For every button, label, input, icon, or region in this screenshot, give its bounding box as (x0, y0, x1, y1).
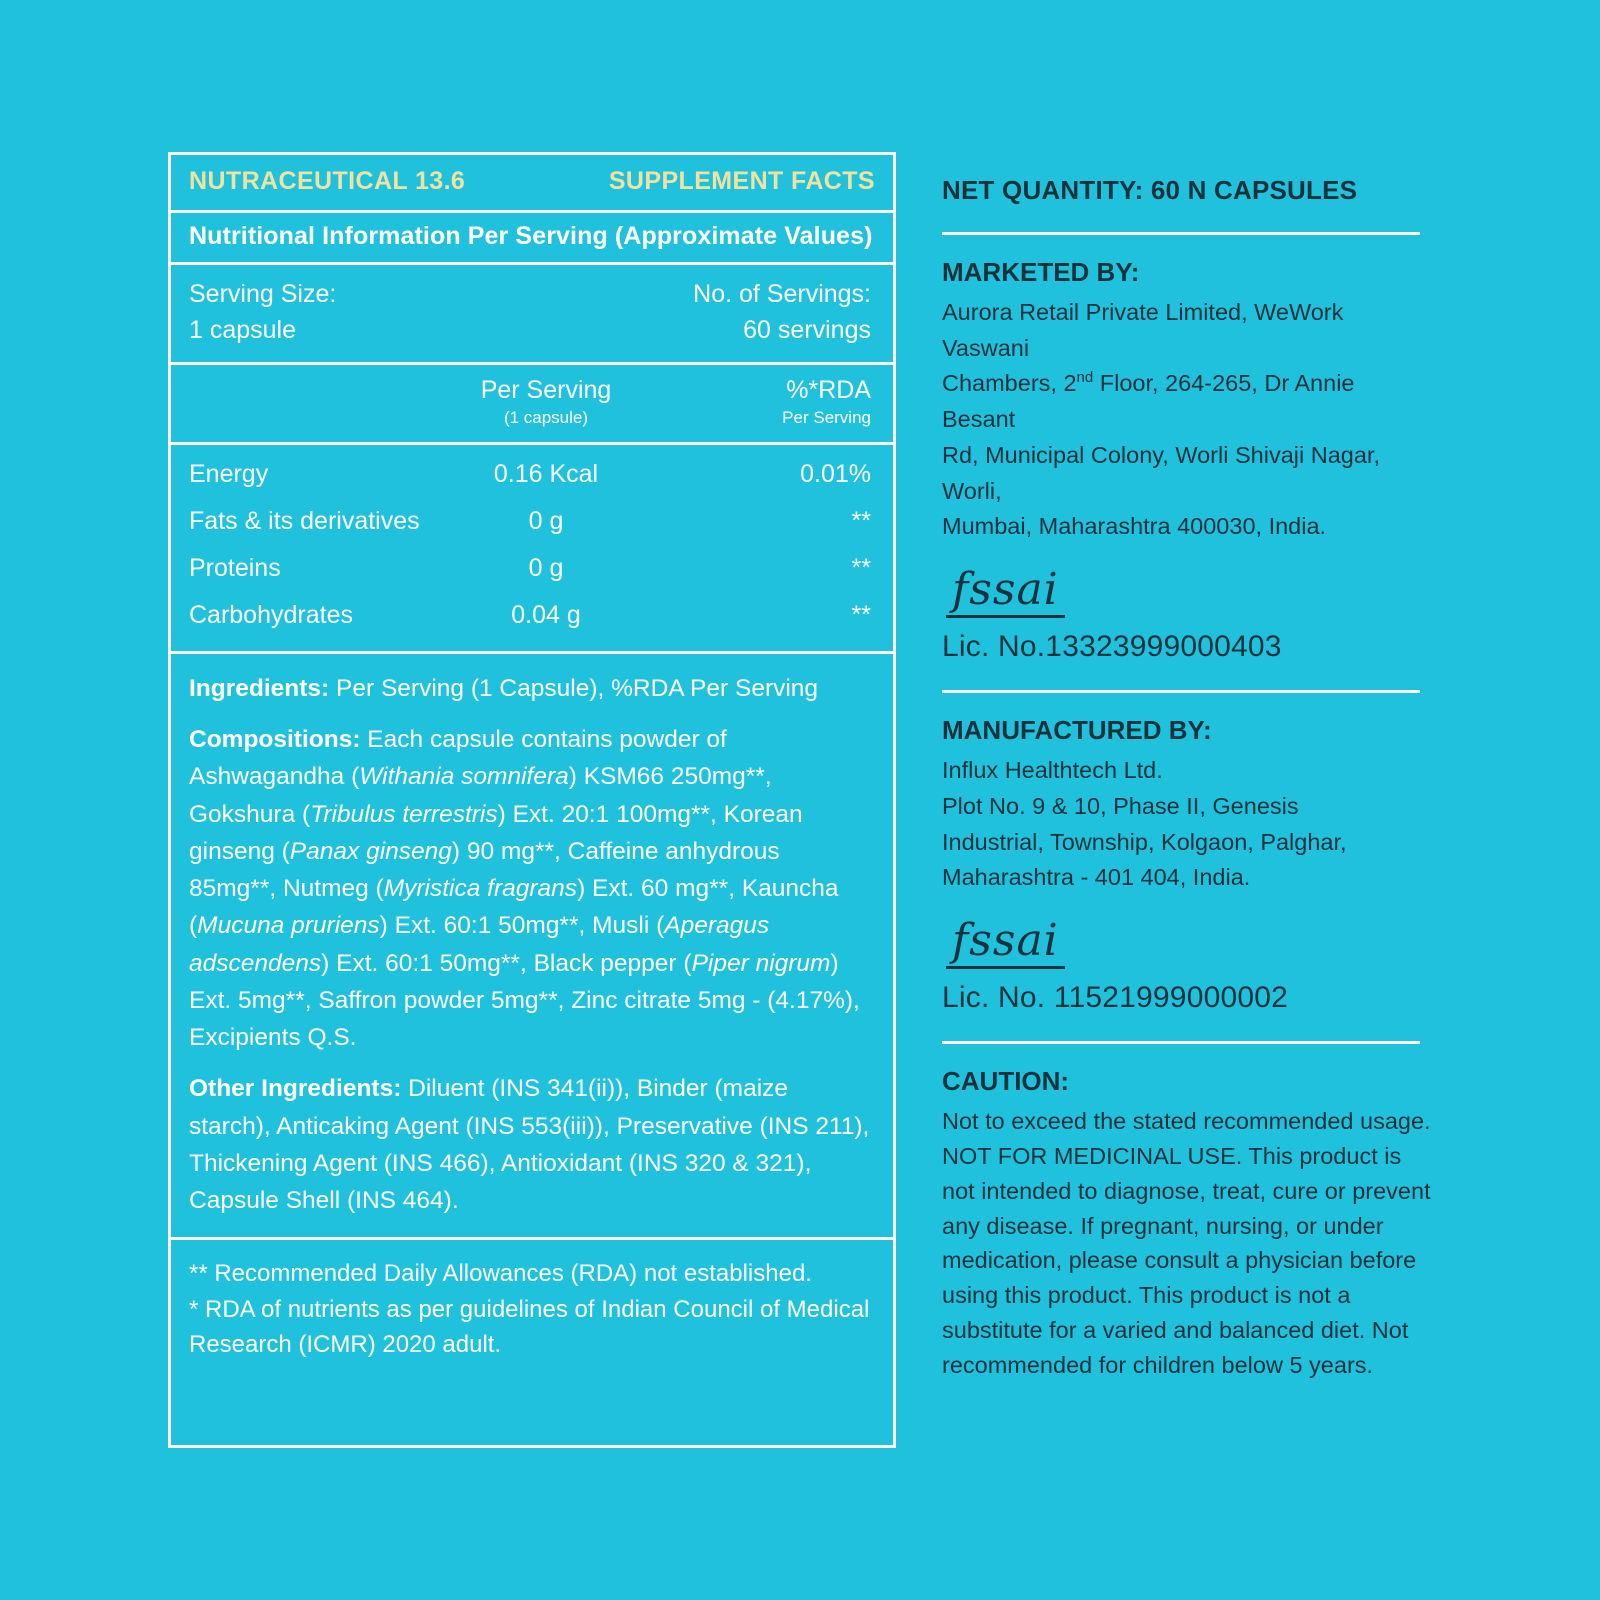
nutrient-rda: ** (851, 554, 871, 582)
table-row (171, 451, 893, 498)
nutrient-name: Fats & its derivatives (189, 507, 420, 535)
servings-count-block (693, 277, 871, 348)
compositions-label: Compositions: (189, 726, 361, 754)
net-quantity-label: NET QUANTITY: (942, 175, 1144, 205)
footnotes-section (171, 1240, 893, 1373)
nutraceutical-code: NUTRACEUTICAL 13.6 (189, 167, 466, 195)
nutrient-name: Energy (189, 460, 269, 488)
caution-text: Not to exceed the stated recommended usage. NOT FOR MEDICINAL USE. This product is not intended to diagnose, treat, cure or prevent any disease. If pregnant, nursing, or under medication, please consult a physician before using this product. This product is not a substitute for a varied and balanced diet. Not recommended for children below 5 years. (942, 1108, 1431, 1378)
divider (942, 690, 1420, 693)
right-column (942, 175, 1432, 1382)
table-row (171, 545, 893, 592)
fssai-icon: fssai (946, 918, 1065, 969)
rda-header-sub: Per Serving (782, 407, 871, 427)
nutrient-value: 0.04 g (511, 601, 581, 629)
rda-header (671, 377, 871, 430)
caution-section (942, 1066, 1432, 1382)
servings-count-value: 60 servings (743, 315, 871, 344)
manufactured-by-title: MANUFACTURED BY: (942, 715, 1212, 746)
supplement-facts-panel (168, 152, 896, 1448)
nutrient-rda: ** (851, 507, 871, 535)
nutrient-rda: 0.01% (800, 460, 871, 488)
nutrient-column-headers (171, 365, 893, 445)
marketed-by-license: Lic. No.13323999000403 (942, 630, 1282, 664)
fssai-logo-manufactured (946, 915, 1432, 969)
per-serving-header-main: Per Serving (480, 376, 612, 404)
manufactured-by-license: Lic. No. 11521999000002 (942, 981, 1288, 1015)
divider (942, 1041, 1420, 1044)
net-quantity (942, 175, 1432, 206)
marketed-by-section (942, 257, 1432, 664)
divider (942, 232, 1420, 235)
nutrient-rda: ** (851, 601, 871, 629)
other-ingredients-line (189, 1070, 873, 1219)
serving-size-value: 1 capsule (189, 315, 297, 344)
footnote-rda-not-established: ** Recommended Daily Allowances (RDA) not established. (189, 1260, 812, 1288)
footnote-icmr: * RDA of nutrients as per guidelines of Indian Council of Medical Research (ICMR) 2020 adult. (189, 1295, 870, 1359)
panel-header (171, 155, 893, 213)
fssai-logo-marketed (946, 564, 1432, 618)
compositions-line: Compositions: Each capsule contains powder of Ashwagandha (Withania somnifera) KSM66 250mg**, Gokshura (Tribulus terrestris) Ext. 20:1 100mg**, Korean ginseng (Panax ginseng) 90 mg**, Caffeine anhydrous 85mg**, Nutmeg (Myristica fragrans) Ext. 60 mg**, Kauncha (Mucuna pruriens) Ext. 60:1 50mg**, Musli (Aperagus adscendens) Ext. 60:1 50mg**, Black pepper (Piper nigrum) Ext. 5mg**, Saffron powder 5mg**, Zinc citrate 5mg - (4.17%), Excipients Q.S. (189, 726, 860, 1052)
other-ingredients-label: Other Ingredients: (189, 1075, 402, 1103)
serving-summary (171, 265, 893, 365)
servings-count-label: No. of Servings: (693, 280, 871, 308)
nutrient-name: Proteins (189, 554, 281, 582)
nutrient-name: Carbohydrates (189, 601, 353, 629)
rda-header-main: %*RDA (786, 376, 871, 404)
serving-size-label: Serving Size: (189, 280, 337, 308)
ingredients-text: Per Serving (1 Capsule), %RDA Per Serving (329, 675, 819, 702)
nutrients-table (171, 445, 893, 654)
nutrient-value: 0.16 Kcal (493, 460, 599, 488)
net-quantity-value: 60 N CAPSULES (1150, 175, 1358, 205)
per-serving-header-sub: (1 capsule) (503, 407, 589, 427)
manufactured-by-address: Influx Healthtech Ltd. Plot No. 9 & 10, Phase II, Genesis Industrial, Township, Kolgaon, Palghar, Maharashtra - 401 404, India. (942, 757, 1347, 891)
nutritional-information-line: Nutritional Information Per Serving (Approximate Values) (171, 213, 893, 265)
ingredients-label: Ingredients: (189, 675, 330, 702)
marketed-by-address: Aurora Retail Private Limited, WeWork Vaswani Chambers, 2nd Floor, 264-265, Dr Annie Besant Rd, Municipal Colony, Worli Shivaji Nagar, Worli, Mumbai, Maharashtra 400030, India. (942, 299, 1380, 540)
nutrient-value: 0 g (528, 554, 564, 582)
table-row (171, 498, 893, 545)
other-ingredients-text: Diluent (INS 341(ii)), Binder (maize starch), Anticaking Agent (INS 553(iii)), Preservative (INS 211), Thickening Agent (INS 466), Antioxidant (INS 320 & 321), Capsule Shell (INS 464). (189, 1075, 870, 1215)
table-row (171, 592, 893, 639)
ingredients-line (189, 670, 873, 707)
ingredients-section (171, 654, 893, 1240)
nutrient-value: 0 g (528, 507, 564, 535)
supplement-facts-title: SUPPLEMENT FACTS (608, 167, 875, 195)
manufactured-by-section (942, 715, 1432, 1015)
marketed-by-title: MARKETED BY: (942, 257, 1140, 287)
serving-size-block (189, 277, 336, 348)
caution-title: CAUTION: (942, 1066, 1070, 1097)
fssai-icon: fssai (946, 567, 1065, 618)
per-serving-header (421, 377, 671, 430)
